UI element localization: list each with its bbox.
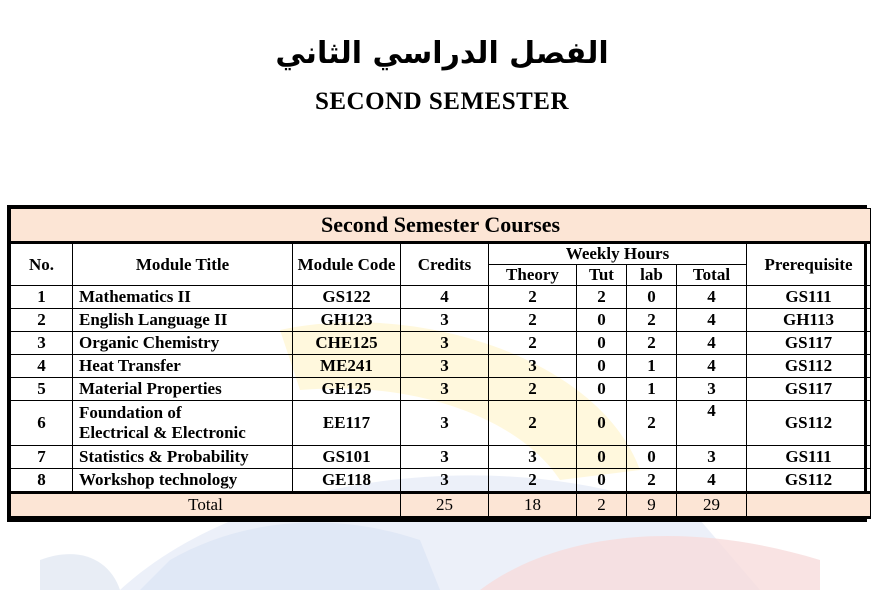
cell-tut: 0 <box>577 355 627 378</box>
header-total: Total <box>677 265 747 286</box>
cell-title-line2: Electrical & Electronic <box>79 423 246 442</box>
courses-table <box>10 208 871 519</box>
cell-credits: 3 <box>401 332 489 355</box>
header-lab: lab <box>627 265 677 286</box>
cell-no: 7 <box>11 446 73 469</box>
cell-no: 1 <box>11 286 73 309</box>
cell-prereq: GS111 <box>747 446 871 469</box>
cell-title: Heat Transfer <box>73 355 293 378</box>
cell-title: Workshop technology <box>73 469 293 493</box>
cell-no: 4 <box>11 355 73 378</box>
cell-total: 3 <box>677 446 747 469</box>
header-credits: Credits <box>401 243 489 286</box>
cell-title-line1: Foundation of <box>79 403 182 422</box>
cell-tut: 0 <box>577 469 627 493</box>
cell-theory: 3 <box>489 446 577 469</box>
table-row <box>11 309 871 332</box>
cell-prereq: GH113 <box>747 309 871 332</box>
cell-title: Material Properties <box>73 378 293 401</box>
table-row <box>11 286 871 309</box>
cell-total: 4 <box>677 469 747 493</box>
header-weekly-hours: Weekly Hours <box>489 243 747 265</box>
cell-title <box>73 401 293 446</box>
cell-total: 3 <box>677 378 747 401</box>
courses-table-wrapper <box>7 205 867 522</box>
total-total: 29 <box>677 493 747 518</box>
total-label: Total <box>11 493 401 518</box>
cell-lab: 2 <box>627 309 677 332</box>
cell-lab: 0 <box>627 446 677 469</box>
cell-title: English Language II <box>73 309 293 332</box>
header-module-title: Module Title <box>73 243 293 286</box>
header-tut: Tut <box>577 265 627 286</box>
total-row <box>11 493 871 518</box>
table-row <box>11 378 871 401</box>
cell-code: GS101 <box>293 446 401 469</box>
header-no: No. <box>11 243 73 286</box>
total-theory: 18 <box>489 493 577 518</box>
table-row <box>11 446 871 469</box>
cell-credits: 3 <box>401 355 489 378</box>
cell-no: 8 <box>11 469 73 493</box>
cell-credits: 3 <box>401 378 489 401</box>
cell-no: 2 <box>11 309 73 332</box>
cell-lab: 2 <box>627 469 677 493</box>
cell-code: GE125 <box>293 378 401 401</box>
cell-theory: 2 <box>489 309 577 332</box>
cell-lab: 0 <box>627 286 677 309</box>
cell-theory: 2 <box>489 332 577 355</box>
cell-code: EE117 <box>293 401 401 446</box>
arabic-title: الفصل الدراسي الثاني <box>275 36 609 71</box>
cell-prereq: GS112 <box>747 469 871 493</box>
cell-credits: 4 <box>401 286 489 309</box>
cell-total: 4 <box>677 332 747 355</box>
cell-no: 5 <box>11 378 73 401</box>
cell-theory: 2 <box>489 469 577 493</box>
header-prerequisite: Prerequisite <box>747 243 871 286</box>
cell-total: 4 <box>677 355 747 378</box>
cell-tut: 0 <box>577 378 627 401</box>
cell-no: 3 <box>11 332 73 355</box>
cell-total: 4 <box>677 286 747 309</box>
cell-lab: 1 <box>627 378 677 401</box>
total-prereq <box>747 493 871 518</box>
cell-credits: 3 <box>401 469 489 493</box>
cell-total: 4 <box>677 401 747 446</box>
cell-title: Organic Chemistry <box>73 332 293 355</box>
total-tut: 2 <box>577 493 627 518</box>
header-module-code: Module Code <box>293 243 401 286</box>
cell-lab: 2 <box>627 332 677 355</box>
cell-code: GS122 <box>293 286 401 309</box>
table-row <box>11 469 871 493</box>
cell-prereq: GS117 <box>747 332 871 355</box>
cell-lab: 1 <box>627 355 677 378</box>
cell-prereq: GS111 <box>747 286 871 309</box>
cell-tut: 2 <box>577 286 627 309</box>
cell-theory: 2 <box>489 286 577 309</box>
cell-total: 4 <box>677 309 747 332</box>
cell-prereq: GS117 <box>747 378 871 401</box>
cell-title: Mathematics II <box>73 286 293 309</box>
cell-credits: 3 <box>401 401 489 446</box>
cell-credits: 3 <box>401 309 489 332</box>
cell-tut: 0 <box>577 309 627 332</box>
cell-code: GE118 <box>293 469 401 493</box>
cell-code: GH123 <box>293 309 401 332</box>
cell-theory: 3 <box>489 355 577 378</box>
total-lab: 9 <box>627 493 677 518</box>
cell-prereq: GS112 <box>747 355 871 378</box>
cell-theory: 2 <box>489 378 577 401</box>
cell-tut: 0 <box>577 332 627 355</box>
table-caption: Second Semester Courses <box>11 209 871 243</box>
header-theory: Theory <box>489 265 577 286</box>
table-row <box>11 401 871 446</box>
table-row <box>11 332 871 355</box>
cell-lab: 2 <box>627 401 677 446</box>
total-credits: 25 <box>401 493 489 518</box>
cell-code: ME241 <box>293 355 401 378</box>
english-title: SECOND SEMESTER <box>314 88 570 115</box>
cell-tut: 0 <box>577 401 627 446</box>
cell-title: Statistics & Probability <box>73 446 293 469</box>
cell-code: CHE125 <box>293 332 401 355</box>
cell-theory: 2 <box>489 401 577 446</box>
cell-no: 6 <box>11 401 73 446</box>
cell-tut: 0 <box>577 446 627 469</box>
table-row <box>11 355 871 378</box>
cell-credits: 3 <box>401 446 489 469</box>
cell-prereq: GS112 <box>747 401 871 446</box>
